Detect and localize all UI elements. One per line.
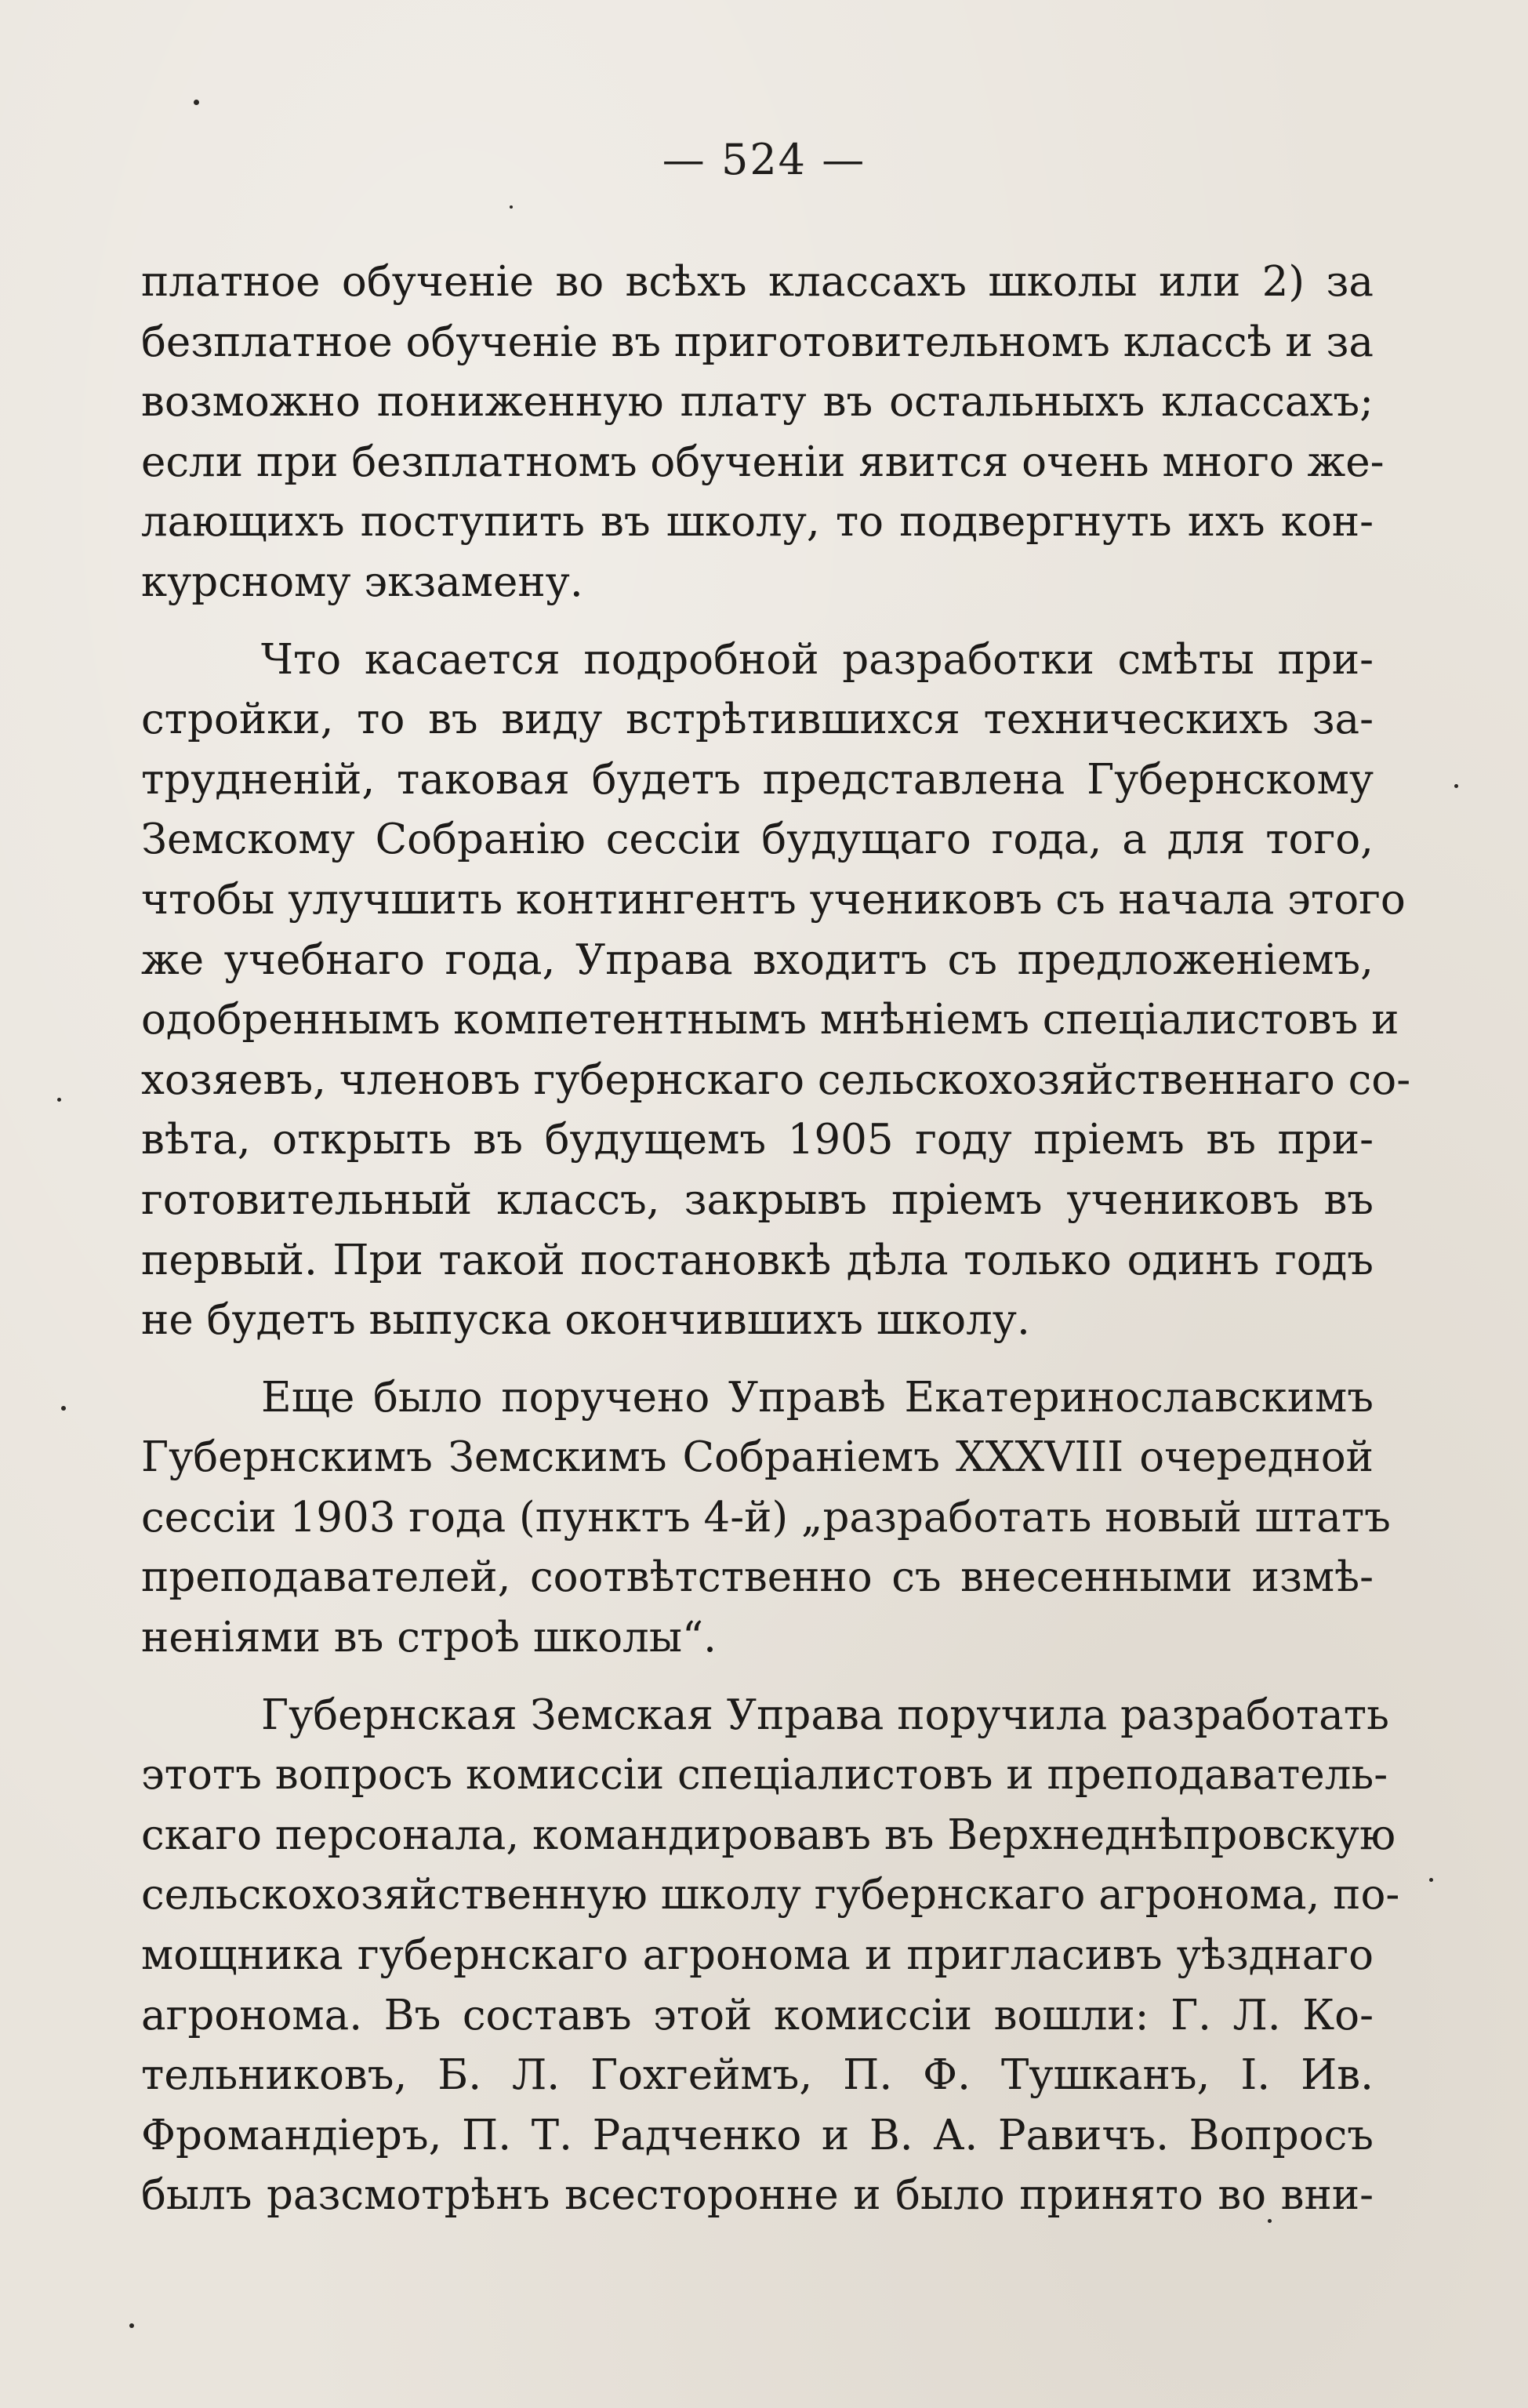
text-line: этотъ вопросъ комиссіи спеціалистовъ и преподаватель- xyxy=(141,1751,1388,1800)
text-line: не будетъ выпуска окончившихъ школу. xyxy=(141,1296,1030,1345)
paragraph-3 xyxy=(141,1368,1391,1669)
text-line: былъ разсмотрѣнъ всесторонне и было принято во вни- xyxy=(141,2171,1374,2220)
text-line: если при безплатномъ обученіи явится очень много же- xyxy=(141,438,1385,486)
print-speck xyxy=(1454,784,1458,788)
print-speck xyxy=(194,100,199,105)
text-line: мощника губернскаго агронома и пригласивъ уѣзднаго xyxy=(141,1931,1374,1980)
print-speck xyxy=(1429,1878,1433,1882)
print-speck xyxy=(129,2323,134,2328)
print-speck xyxy=(57,1098,61,1102)
text-line: платное обученіе во всѣхъ классахъ школы или 2) за xyxy=(141,258,1374,306)
text-line: Губернская Земская Управа поручила разработать xyxy=(261,1691,1389,1739)
text-line: Фромандіеръ, П. Т. Радченко и В. А. Равичъ. Вопросъ xyxy=(141,2111,1374,2159)
paragraph-gap xyxy=(141,1669,1374,1686)
text-line: Земскому Собранію сессіи будущаго года, а для того, xyxy=(141,815,1374,864)
text-line: тельниковъ, Б. Л. Гохгеймъ, П. Ф. Тушканъ, І. Ив. xyxy=(141,2051,1374,2100)
text-line: Еще было поручено Управѣ Екатеринославскимъ xyxy=(261,1373,1374,1422)
page-number: — 524 — xyxy=(662,135,866,184)
print-speck xyxy=(61,1406,66,1411)
body-text xyxy=(141,252,1411,2226)
text-line: чтобы улучшить контингентъ учениковъ съ начала этого xyxy=(141,875,1406,924)
text-line: Что касается подробной разработки смѣты при- xyxy=(261,635,1374,684)
paragraph-gap xyxy=(141,1351,1374,1368)
print-speck xyxy=(1268,2219,1272,2223)
text-line: Губернскимъ Земскимъ Собраніемъ XXXVIII очередной xyxy=(141,1433,1374,1482)
text-line: одобреннымъ компетентнымъ мнѣніемъ спеціалистовъ и xyxy=(141,996,1399,1044)
text-line: сельскохозяйственную школу губернскаго агронома, по- xyxy=(141,1871,1400,1919)
paragraph-2 xyxy=(141,630,1411,1351)
text-line: возможно пониженную плату въ остальныхъ классахъ; xyxy=(141,378,1374,427)
text-line: же учебнаго года, Управа входитъ съ предложеніемъ, xyxy=(141,935,1374,984)
text-line: сессіи 1903 года (пунктъ 4-й) „разработать новый штатъ xyxy=(141,1493,1391,1542)
paragraph-4 xyxy=(141,1686,1400,2226)
text-line: курсному экзамену. xyxy=(141,558,583,606)
text-line: неніями въ строѣ школы“. xyxy=(141,1614,717,1662)
text-line: трудненій, таковая будетъ представлена Губернскому xyxy=(141,755,1374,804)
print-speck xyxy=(510,205,513,209)
text-line: агронома. Въ составъ этой комиссіи вошли: Г. Л. Ко- xyxy=(141,1991,1374,2039)
paragraph-1 xyxy=(141,252,1385,613)
text-line: готовительный классъ, закрывъ пріемъ учениковъ въ xyxy=(141,1175,1374,1224)
text-line: скаго персонала, командировавъ въ Верхнеднѣпровскую xyxy=(141,1811,1396,1859)
text-line: стройки, то въ виду встрѣтившихся техническихъ за- xyxy=(141,696,1374,744)
text-line: преподавателей, соотвѣтственно съ внесенными измѣ- xyxy=(141,1553,1374,1602)
text-line: безплатное обученіе въ приготовительномъ классѣ и за xyxy=(141,318,1374,366)
paragraph-gap xyxy=(141,613,1374,630)
text-line: лающихъ поступить въ школу, то подвергнуть ихъ кон- xyxy=(141,498,1374,547)
text-line: первый. При такой постановкѣ дѣла только одинъ годъ xyxy=(141,1236,1374,1284)
text-line: хозяевъ, членовъ губернскаго сельскохозяйственнаго со- xyxy=(141,1055,1411,1104)
text-line: вѣта, открыть въ будущемъ 1905 году пріемъ въ при- xyxy=(141,1116,1374,1164)
